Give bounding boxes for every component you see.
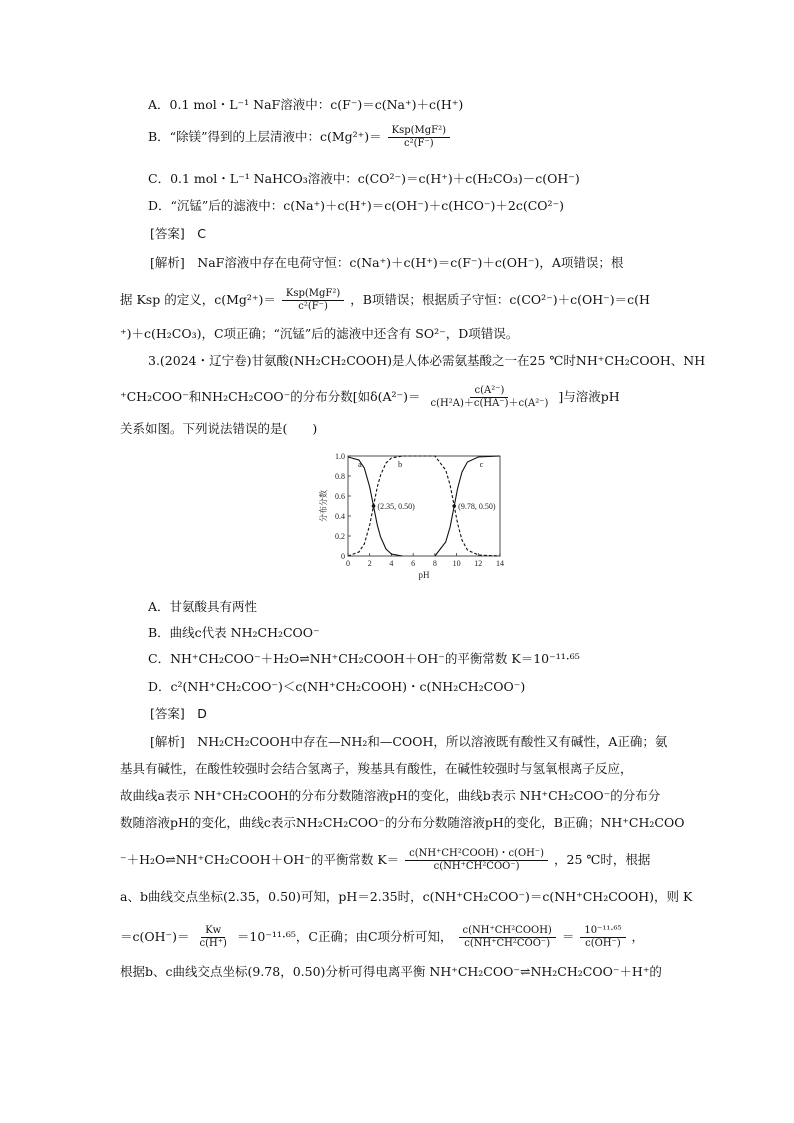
option-c: C．0.1 mol・L⁻¹ NaHCO₃溶液中：c(CO²⁻)＝c(H⁺)＋c(H₂CO₃)－c(OH⁻) [148,171,580,186]
analysis-3-text-b: ，25 ℃时，根据 [554,852,651,867]
stem-text-b: ]与溶液pH [558,389,620,404]
intersection-point [372,504,376,508]
y-axis-label: 分布分数 [319,490,328,522]
option-b [148,125,452,150]
x-tick-label: 10 [452,559,461,568]
question-3-stem: 3.(2024・辽宁卷)甘氨酸(NH₂CH₂COOH)是人体必需氨基酸之一在25 ℃时NH⁺CH₂COOH、NH [148,353,706,368]
x-tick-label: 8 [432,559,437,568]
x-tick-label: 2 [367,559,372,568]
analysis-3-text-d: ＝10⁻¹¹·⁶⁵，C正确；由C项分析可知， [236,929,453,944]
intersection-label: (9.78, 0.50) [458,502,496,511]
analysis-3-line4: 数随溶液pH的变化，曲线c表示NH₂CH₂COO⁻的分布分数随溶液pH的变化，B正确；NH⁺CH₂COO [120,815,685,830]
fraction-delta: $\frac{\text{c(A²⁻)}}{\text{c(H²A)＋c(HA⁻)＋c(A²⁻)}}$ [430,385,549,409]
fraction-ksp-7: $\frac{\text{Ksp(MgF²)}}{\text{c²(F⁻)}}$ [282,288,344,313]
answer-1: [答案] C [150,226,206,241]
analysis-3-line1: [解析] NH₂CH₂COOH中存在—NH₂和—COOH，所以溶液既有酸性又有碱性，A正确；氨 [150,734,668,749]
y-tick-label: 0 [341,552,345,561]
analysis-1-text-a: 据 Ksp 的定义，c(Mg²⁺)＝ [120,292,276,307]
question-3-stem-3: 关系如图。下列说法错误的是( ) [120,421,318,436]
x-tick-label: 0 [346,559,350,568]
option-3d: D．c²(NH⁺CH₂COO⁻)＜c(NH⁺CH₂COOH)・c(NH₂CH₂COO⁻) [148,679,526,694]
x-tick-label: 4 [389,559,394,568]
series-c-label: c [479,459,484,469]
option-b-text: B．“除镁”得到的上层清液中：c(Mg²⁺)＝ [148,129,382,144]
option-a: A．0.1 mol・L⁻¹ NaF溶液中：c(F⁻)＝c(Na⁺)＋c(H⁺) [148,97,464,112]
option-3a: A．甘氨酸具有两性 [148,599,258,614]
intersection-point [452,504,456,508]
x-tick-label: 12 [474,559,483,568]
fraction-kw: $\frac{Kw}{c(H^+)}$ [199,925,227,949]
fraction-ratio: $\frac{\text{c(NH⁺CH²COOH)}}{\text{c(NH⁺CH²COO⁻)}}$ [459,925,556,950]
chart-svg [318,448,518,583]
y-tick-label: 0.2 [335,532,345,541]
option-d: D．“沉锰”后的滤液中：c(Na⁺)＋c(H⁺)＝c(OH⁻)＋c(HCO⁻)＋2c(CO²⁻) [148,198,564,213]
analysis-1-line1: [解析] NaF溶液中存在电荷守恒：c(Na⁺)＋c(H⁺)＝c(F⁻)＋c(OH⁻)，A项错误；根 [150,255,624,270]
option-3b: B．曲线c代表 NH₂CH₂COO⁻ [148,625,320,640]
analysis-3-line3: 故曲线a表示 NH⁺CH₂COOH的分布分数随溶液pH的变化，曲线b表示 NH⁺CH₂COO⁻的分布分 [120,788,661,803]
fraction-k21: $\frac{\text{c(NH⁺CH²COOH)・c(OH⁻)}}{\text{c(NH⁺CH²COO⁻)}}$ [405,848,548,873]
intersection-label: (2.35, 0.50) [377,502,415,511]
y-tick-label: 0.4 [335,512,345,521]
distribution-chart [318,448,518,583]
option-3c: C．NH⁺CH₂COO⁻＋H₂O⇌NH⁺CH₂COOH＋OH⁻的平衡常数 K＝10⁻¹¹·⁶⁵ [148,651,580,666]
fraction-k-over-oh: $\frac{\text{10⁻¹¹·⁶⁵}}{c(OH^-)}$ [580,925,625,950]
series-a-label: a [358,459,362,469]
fraction-ksp-b: $\frac{\text{Ksp(MgF²)}}{\text{c²(F⁻)}}$ [388,125,450,150]
x-tick-label: 14 [496,559,504,568]
stem-text-a: ⁺CH₂COO⁻和NH₂CH₂COO⁻的分布分数[如δ(A²⁻)＝ [120,389,421,404]
x-axis-label: pH [418,570,430,580]
analysis-3-line5 [120,848,650,873]
analysis-1-line2 [120,288,650,313]
analysis-3-line8: 根据b、c曲线交点坐标(9.78，0.50)分析可得电离平衡 NH⁺CH₂COO⁻⇌NH₂CH₂COO⁻＋H⁺的 [120,964,662,979]
answer-3: [答案] D [150,706,207,721]
analysis-1-text-b: ，B项错误；根据质子守恒：c(CO²⁻)＋c(OH⁻)＝c(H [350,292,650,307]
y-tick-label: 0.6 [335,492,345,501]
analysis-3-text-f: ， [631,929,645,944]
analysis-3-line7 [120,925,644,950]
y-tick-label: 1.0 [335,452,345,461]
series-b-label: b [397,459,403,469]
analysis-1-line3: ⁺)＋c(H₂CO₃)，C项正确；“沉锰”后的滤液中还含有 SO²⁻，D项错误。 [120,326,519,341]
analysis-3-line2: 基具有碱性，在酸性较强时会结合氢离子，羧基具有酸性，在碱性较强时与氢氧根离子反应， [120,761,633,776]
question-3-stem-2 [120,385,620,410]
analysis-3-text-a: ⁻＋H₂O⇌NH⁺CH₂COOH＋OH⁻的平衡常数 K＝ [120,852,400,867]
analysis-3-line6: a、b曲线交点坐标(2.35，0.50)可知，pH＝2.35时，c(NH⁺CH₂COO⁻)＝c(NH⁺CH₂COOH)，则 K [120,889,693,904]
analysis-3-text-e: ＝ [561,929,575,944]
y-tick-label: 0.8 [335,472,345,481]
analysis-3-text-c: ＝c(OH⁻)＝ [120,929,190,944]
x-tick-label: 6 [411,559,416,568]
